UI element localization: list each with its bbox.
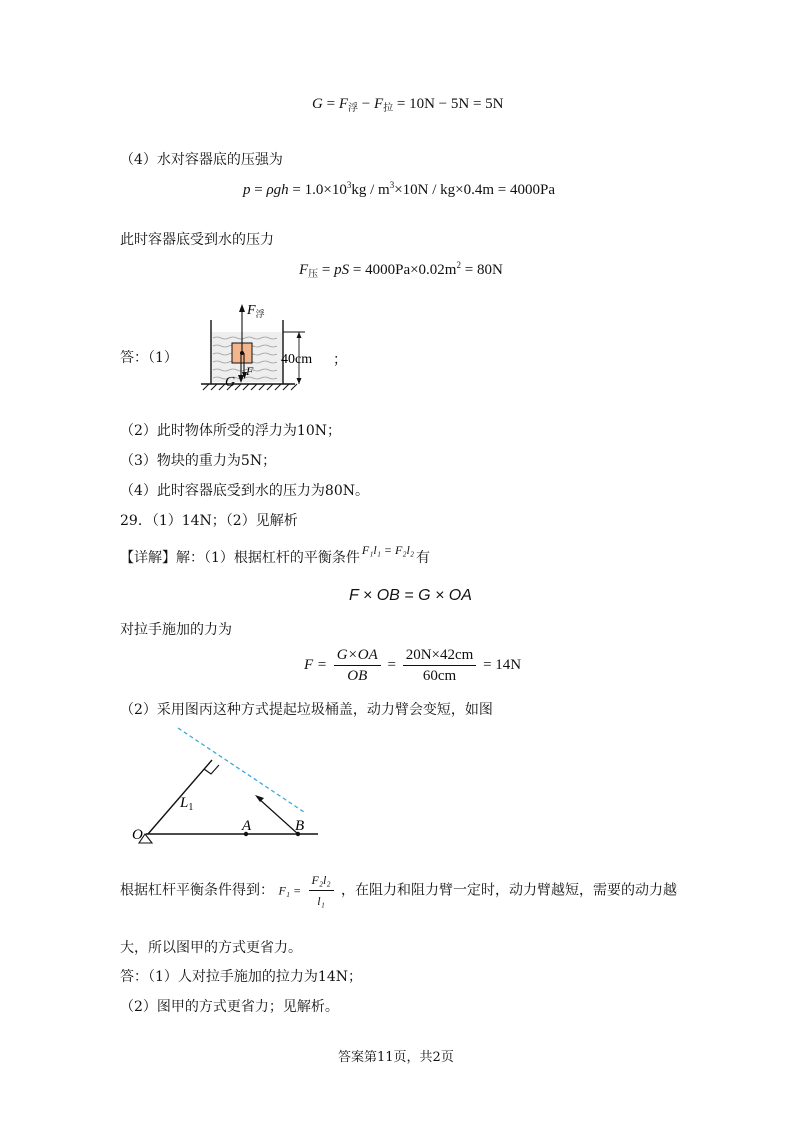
depth-arrow-top xyxy=(297,332,302,338)
answer-4: （4）此时容器底受到水的压力为80N。 xyxy=(120,483,369,499)
label-l1: $L_1$ xyxy=(180,795,194,813)
condition-prefix: 根据杠杆平衡条件得到： xyxy=(120,882,274,899)
frac2-numerator: 20N×42cm xyxy=(403,647,477,666)
subscript-pressure: 压 xyxy=(308,269,319,280)
label-o: O xyxy=(132,827,143,843)
equation-result: = 80N xyxy=(460,262,503,278)
minus-sign: − xyxy=(361,96,371,112)
equation-rest: = 4000Pa×0.02m xyxy=(349,262,457,278)
answer-3: （3）物块的重力为5N； xyxy=(120,453,277,469)
detail-prefix: 【详解】解：（1）根据杠杆的平衡条件 xyxy=(120,550,360,566)
pull-label: 对拉手施加的力为 xyxy=(120,622,232,638)
exponent-3: 3 xyxy=(389,180,395,190)
equation-result: = 10N − 5N = 5N xyxy=(396,96,504,112)
ground-hatch xyxy=(203,384,297,390)
subscript-buoyancy: 浮 xyxy=(347,103,358,114)
unit-kg-m: kg / m xyxy=(351,182,390,198)
answer-2: （2）此时物体所受的浮力为10N； xyxy=(120,423,341,439)
equals: = xyxy=(321,262,335,278)
equation-pressure: $p = \rho gh = 1.0\times 10^3kg / m^3\times 10N / kg\times 0.4m = 4000Pa$ xyxy=(243,180,555,198)
frac1-denominator: OB xyxy=(347,668,368,684)
balance-formula: F₁l₁ = F₂l₂ xyxy=(361,543,415,557)
label-f: F xyxy=(246,364,254,378)
condition-line-2: 大，所以图甲的方式更省力。 xyxy=(120,940,302,956)
answer-label: 答：（1） xyxy=(120,350,178,366)
value-density: = 1.0×10 xyxy=(292,182,347,198)
buoyancy-diagram xyxy=(195,300,355,396)
equation-gravity: $G = F_浮 - F_拉 = 10N - 5N = 5N$ xyxy=(312,96,504,114)
buoyancy-arrowhead xyxy=(239,304,245,312)
fraction-moment xyxy=(334,647,381,684)
equation-rest: ×10N / kg×0.4m = 4000Pa xyxy=(394,182,555,198)
symbol-rho-g-h: ρgh xyxy=(266,182,289,198)
label-g: G xyxy=(225,375,236,390)
symbol-p: p xyxy=(243,182,251,198)
symbol-f-buoyancy: F xyxy=(338,96,348,112)
q29-answer-2: （2）图甲的方式更省力；见解析。 xyxy=(120,999,339,1015)
condition-numerator: F₂l₂ xyxy=(309,872,334,891)
result: = 14N xyxy=(483,657,522,673)
part2-label: （2）采用图丙这种方式提起垃圾桶盖，动力臂会变短，如图 xyxy=(120,702,493,718)
label-f-buoyancy: $F_浮$ xyxy=(247,303,265,319)
line-of-action xyxy=(178,728,304,812)
depth-label: 40cm xyxy=(281,352,313,367)
label-b: B xyxy=(295,818,305,834)
condition-fraction xyxy=(309,872,334,909)
symbol-f-pull: F xyxy=(373,96,384,112)
q29-answer-1: 答：（1）人对拉手施加的拉力为14N； xyxy=(120,969,362,985)
detail-suffix: 有 xyxy=(416,550,431,566)
force-arrowhead xyxy=(255,795,264,802)
exponent: 2 xyxy=(456,260,461,270)
q29-detail-line xyxy=(120,543,431,568)
symbol-ps: pS xyxy=(334,262,350,278)
q29-header: 29．（1）14N；（2）见解析 xyxy=(120,513,298,529)
exponent: 3 xyxy=(346,180,352,190)
lever-diagram xyxy=(128,722,348,852)
condition-line xyxy=(120,872,677,909)
equation-pull-force xyxy=(304,647,521,684)
frac1-numerator: G×OA xyxy=(334,647,381,666)
page-footer: 答案第11页，共2页 xyxy=(338,1050,454,1065)
equals: = xyxy=(387,657,396,673)
part4-label: （4）水对容器底的压强为 xyxy=(120,152,283,168)
lhs: F = xyxy=(304,657,328,673)
condition-suffix: ，在阻力和阻力臂一定时，动力臂越短，需要的动力越 xyxy=(340,882,677,899)
equation-moment: F × OB = G × OA xyxy=(349,587,472,604)
condition-denominator: l₁ xyxy=(317,894,325,908)
condition-formula-lhs: F₁ = xyxy=(278,883,302,898)
symbol-g: G xyxy=(312,96,323,112)
force-label: 此时容器底受到水的压力 xyxy=(120,232,274,248)
answer-separator: ； xyxy=(333,352,347,368)
symbol-f: F xyxy=(299,262,309,278)
fraction-values xyxy=(403,647,477,684)
depth-arrow-bottom xyxy=(297,378,302,384)
frac2-denominator: 60cm xyxy=(422,668,457,684)
label-a: A xyxy=(242,818,252,834)
equation-force xyxy=(299,260,503,280)
subscript-pull: 拉 xyxy=(383,103,394,114)
